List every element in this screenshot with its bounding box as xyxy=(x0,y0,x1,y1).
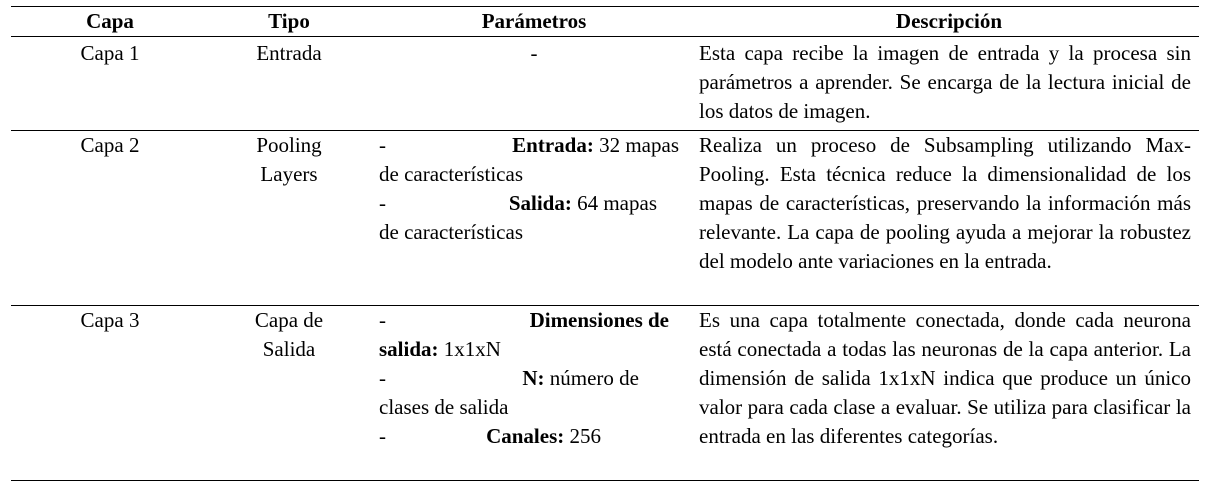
param-line xyxy=(379,131,679,160)
param-label: Salida: xyxy=(508,191,572,215)
param-label: Canales: xyxy=(486,424,565,448)
bullet-dash: - xyxy=(379,308,386,332)
param-value: 256 xyxy=(564,424,601,448)
tipo-line: Layers xyxy=(260,162,318,186)
cell-tipo xyxy=(209,131,369,306)
header-row xyxy=(11,7,1199,37)
bullet-dash: - xyxy=(379,191,386,215)
param-continuation: de características xyxy=(379,220,523,244)
table-row xyxy=(11,37,1199,131)
table-row xyxy=(11,306,1199,481)
param-value: número de xyxy=(544,366,639,390)
param-continuation: clases de salida xyxy=(379,395,509,419)
param-label: N: xyxy=(522,366,545,390)
cell-parametros xyxy=(369,131,699,306)
param-line xyxy=(379,306,679,335)
param-value: 1x1xN xyxy=(438,337,501,361)
tipo-line: Pooling xyxy=(256,133,322,157)
header-parametros: Parámetros xyxy=(481,9,587,33)
bullet-dash: - xyxy=(379,424,386,448)
param-continuation xyxy=(379,335,679,364)
cell-capa: Capa 3 xyxy=(80,308,140,332)
header-tipo: Tipo xyxy=(268,9,310,33)
bullet-dash: - xyxy=(379,133,386,157)
cell-capa: Capa 1 xyxy=(80,41,140,65)
param-line xyxy=(379,189,679,218)
param-line xyxy=(379,364,679,393)
cell-descripcion: Realiza un proceso de Subsampling utilizando Max-Pooling. Esta técnica reduce la dimensionalidad de los mapas de características, preservando la información más relevante. La capa de pooling ayuda a mejorar la robustez del modelo ante variaciones en la entrada. xyxy=(699,133,1191,273)
param-label: Entrada: xyxy=(512,133,594,157)
param-value: 32 mapas xyxy=(593,133,679,157)
header-descripcion: Descripción xyxy=(895,9,1003,33)
cell-tipo xyxy=(209,306,369,481)
param-continuation: de características xyxy=(379,162,523,186)
tipo-line: Capa de xyxy=(254,308,324,332)
cell-parametros: - xyxy=(530,41,538,65)
layers-table xyxy=(11,6,1199,481)
cell-parametros xyxy=(369,306,699,481)
table-row xyxy=(11,131,1199,306)
cell-tipo: Entrada xyxy=(256,41,322,65)
cell-capa: Capa 2 xyxy=(80,133,140,157)
cell-descripcion: Es una capa totalmente conectada, donde cada neurona está conectada a todas las neuronas de la capa anterior. La dimensión de salida 1x1xN indica que produce un único valor para cada clase a evaluar. Se utiliza para clasificar la entrada en las diferentes categorías. xyxy=(699,308,1191,448)
param-label: Dimensiones de xyxy=(529,308,669,332)
param-value: 64 mapas xyxy=(571,191,657,215)
bullet-dash: - xyxy=(379,366,386,390)
header-capa: Capa xyxy=(86,9,134,33)
param-label: salida: xyxy=(379,337,439,361)
param-line xyxy=(379,422,679,451)
tipo-line: Salida xyxy=(262,337,316,361)
cell-descripcion: Esta capa recibe la imagen de entrada y la procesa sin parámetros a aprender. Se encarga de la lectura inicial de los datos de imagen. xyxy=(699,41,1191,123)
